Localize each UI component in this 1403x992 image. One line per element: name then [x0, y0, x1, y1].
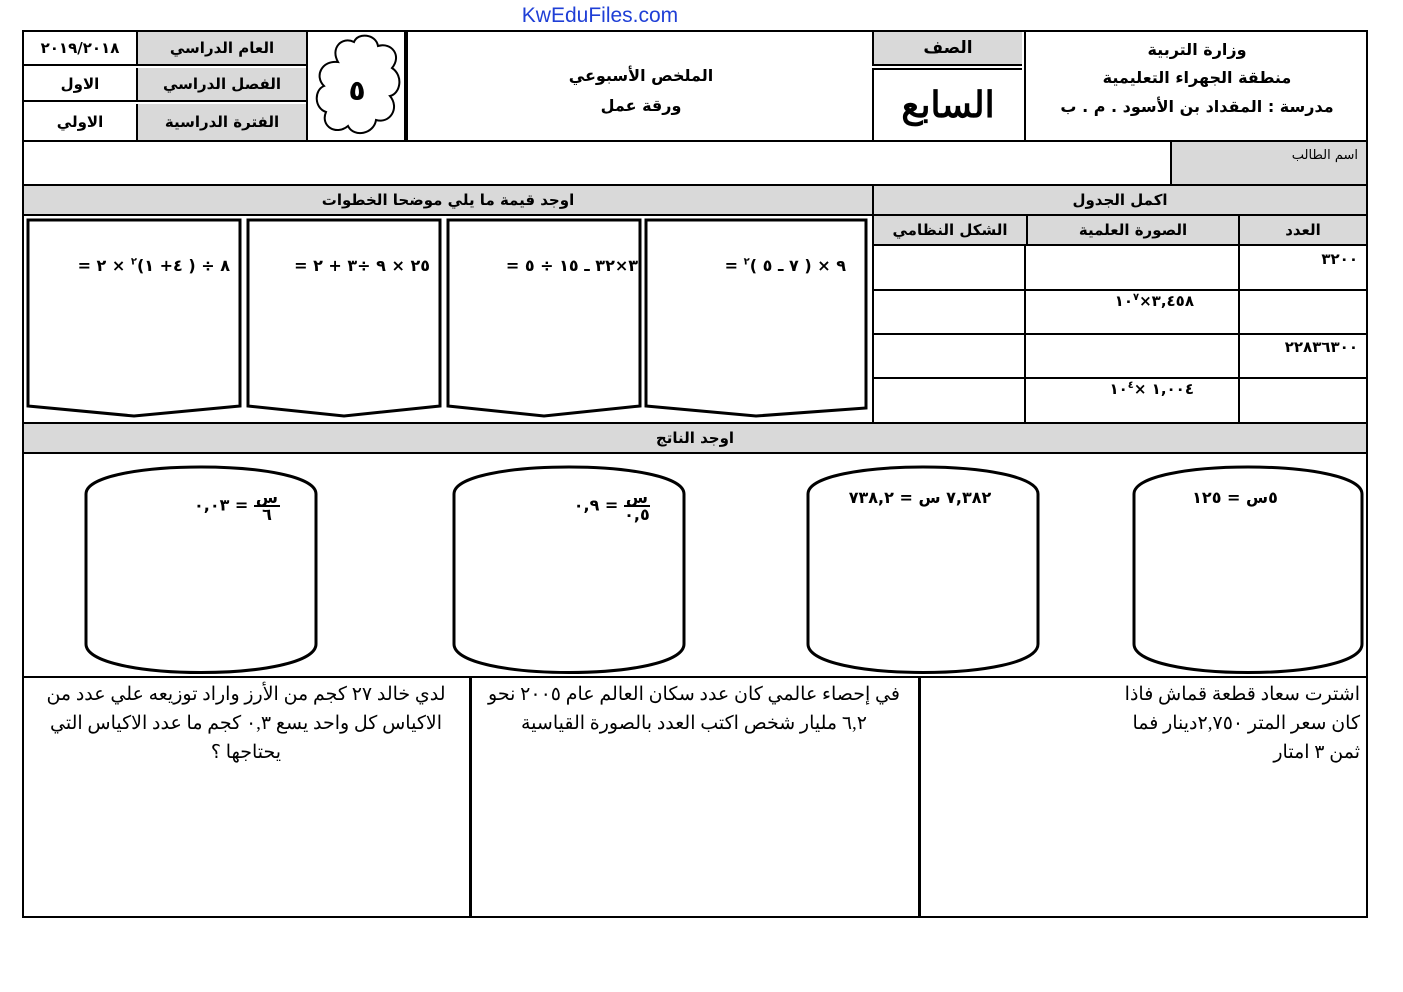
ministry-line-1: وزارة التربية [1147, 39, 1247, 59]
sheet-number-box [306, 32, 406, 140]
column-header-scientific: الصورة العلمية [1026, 216, 1240, 246]
title-block [406, 32, 872, 140]
equation-3-rhs: = ٠,٩ [573, 495, 619, 515]
sheet-number: ٥ [348, 73, 366, 107]
info-label-term: الفصل الدراسي [136, 68, 306, 102]
equation-4-fraction [254, 490, 280, 522]
expression-1-tail: = [724, 256, 744, 275]
expression-4-tail: × ٢ = [77, 256, 131, 275]
expression-4-exponent: ٢ [130, 256, 137, 268]
grade-value: السابع [872, 68, 1022, 140]
answer-banner-3 [248, 220, 440, 416]
evaluate-section-title: اوجد قيمة ما يلي موضحا الخطوات [22, 184, 874, 216]
table-row-4-scientific-exponent: ٤ [1127, 380, 1134, 391]
column-header-number: العدد [1240, 216, 1366, 246]
table-row-2-scientific[interactable] [1028, 292, 1234, 318]
table-row-divider-1 [874, 289, 1366, 291]
word-problem-3: لدي خالد ٢٧ كجم من الأرز واراد توزيعه علي عدد من الاكياس كل واحد يسع ٠,٣ كجم ما عدد الاكياس التي يحتاجها ؟ [46, 684, 446, 763]
equation-3-fraction [624, 490, 650, 522]
table-row-4-scientific-base: ١,٠٠٤ ×١٠ [1109, 380, 1194, 398]
equation-4 [150, 490, 280, 522]
expression-1 [650, 256, 846, 275]
table-row-2-scientific-base: ٣,٤٥٨×١٠ [1114, 292, 1194, 310]
ministry-line-2: منطقة الجهراء التعليمية [1102, 67, 1292, 87]
word-problem-divider-1 [918, 678, 921, 916]
word-problem-2: في إحصاء عالمي كان عدد سكان العالم عام ٢٠٠٥ نحو ٦,٢ مليار شخص اكتب العدد بالصورة القياسية [488, 684, 900, 734]
ministry-line-3: مدرسة : المقداد بن الأسود . م . ب [1060, 96, 1334, 116]
expression-1-exponent: ٢ [743, 256, 750, 268]
ministry-block [1024, 32, 1366, 140]
table-row-4-scientific[interactable] [1028, 380, 1234, 406]
answer-banner-shapes [24, 216, 874, 422]
equation-3-numerator: س [625, 488, 648, 507]
watermark: KwEduFiles.com [521, 4, 679, 27]
table-row-1-number: ٣٢٠٠ [1321, 250, 1358, 268]
grade-label: الصف [872, 32, 1022, 66]
info-table [24, 32, 306, 140]
equation-4-numerator: س [255, 488, 278, 507]
equation-3 [520, 490, 650, 522]
student-name-field[interactable] [24, 142, 1170, 184]
table-row-2-scientific-exponent: ٧ [1132, 292, 1140, 303]
equation-3-denominator: ٠,٥ [624, 505, 650, 524]
info-label-year: العام الدراسي [136, 32, 306, 66]
info-value-period: الاولي [56, 113, 104, 131]
table-row-divider-2 [874, 333, 1366, 335]
answer-banner-1 [646, 220, 866, 416]
equation-2: ٧,٣٨٢ س = ٧٣٨,٢ [848, 488, 992, 507]
solve-section-title: اوجد الناتج [22, 422, 1368, 454]
table-section-title: اكمل الجدول [872, 184, 1368, 216]
word-problem-1: اشترت سعاد قطعة قماش فاذا كان سعر المتر ٢,٧٥٠دينار فما ثمن ٣ امتار [1124, 684, 1360, 763]
expression-1-main: ٩ × ( ٧ ـ ٥ ) [749, 256, 846, 275]
expression-2: ٣×٣٢ ـ ١٥ ÷ ٥ = [505, 256, 638, 275]
answer-banner-4 [28, 220, 240, 416]
title-line-1: الملخص الأسبوعي [568, 65, 714, 85]
equation-4-denominator: ٦ [262, 505, 272, 524]
table-row-divider-3 [874, 377, 1366, 379]
info-value-year: ٢٠١٩/٢٠١٨ [24, 32, 136, 66]
answer-banner-2 [448, 220, 640, 416]
expression-4 [34, 256, 230, 275]
info-value-term: الاول [24, 68, 136, 102]
table-row-3-number: ٢٢٨٣٦٣٠٠ [1284, 338, 1358, 356]
expression-4-main: ٨ ÷ ( ٤+ ١) [136, 256, 230, 275]
title-line-2: ورقة عمل [600, 95, 682, 115]
column-header-standard: الشكل النظامي [874, 216, 1026, 246]
equation-4-rhs: = ٠,٠٣ [193, 495, 249, 515]
expression-3: ٢٥ × ٩ ÷٣ + ٢ = [294, 256, 430, 275]
equation-1: ٥س = ١٢٥ [1192, 488, 1278, 507]
info-label-period: الفترة الدراسية [136, 104, 306, 140]
student-name-label: اسم الطالب [1170, 142, 1366, 184]
word-problem-divider-2 [469, 678, 472, 916]
